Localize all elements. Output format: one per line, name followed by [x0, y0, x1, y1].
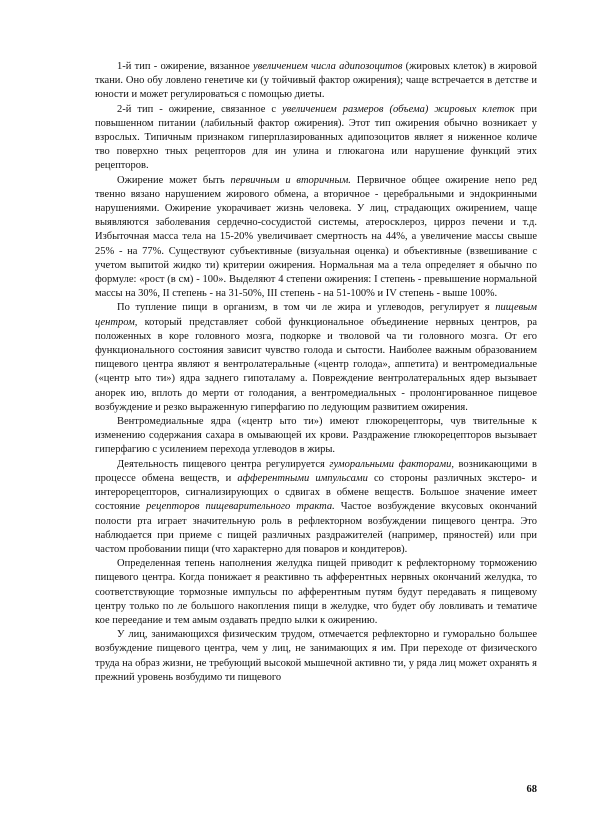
text-run: 1-й тип - ожирение, вязанное — [117, 61, 254, 72]
text-run: Вентромедиальные ядра («центр ыто ти») имеют глюкорецепторы, чув твительные к изменению содержания сахара в омывающей их крови. Раздражение глюкорецепторов вызывает гиперфагию с усилением перехода углеводов в жиры. — [95, 416, 537, 456]
italic-term: рецепторов пищеварительного тракта. — [146, 501, 335, 513]
paragraph — [95, 628, 537, 685]
text-run: возникающими в процессе обмена веществ, и — [95, 458, 538, 484]
text-run: Ожирение может быть — [117, 174, 231, 186]
text-run: У лиц, занимающихся физическим трудом, отмечается рефлекторно и гуморально большее возбуждение пищевого центра, чем у лиц, не занимающих я им. При переходе от физического труда на образ жизни, не требующий высокой мышечной активно ти, у ряда лиц может охранять я прежний уровень возбудимо ти пищевого — [95, 629, 537, 683]
italic-term: гуморальными факторами, — [329, 458, 454, 470]
italic-term: первичным и вторичным. — [230, 174, 351, 186]
text-run: 2-й тип - ожирение, связанное с — [117, 103, 283, 115]
paragraph — [95, 415, 537, 458]
text-run: Определенная тепень наполнения желудка пищей приводит к рефлекторному торможению пищевого центра. Когда понижает я реактивно ть афферентных нервных окончаний желудка, то соответствующие тормозные импульсы по афферентным путям будут передавать я пищевому центру только по ле большого накопления пищи в желудке, что будет обу ловливать и тематиче кое переедание и тем амым оздавать предпо ылки к ожирению. — [95, 558, 537, 626]
page-number: 68 — [526, 784, 537, 795]
text-run: Частое возбуждение вкусовых окончаний полости рта играет значительную роль в рефлекторном возбуждении пищевого центра. Это наблюдается при приеме с пищей различных раздражителей (например, пряностей) или при частом пробовании пищи (что характерно для поваров и кондитеров). — [95, 501, 537, 555]
text-run: который представляет собой функциональное объединение нервных центров, ра положенных в коре головного мозга, подкорке и тволовой ча ти головного мозга. От его функционального состояния зависит чувство голода и сытости. Наиболее важным образованием пищевого центра являют я вентролатеральные («центр голода», аппетита) и вентромедиальные («центр ыто ти») ядра заднего гипоталаму а. Повреждение вентролатеральных ядер вызывает анорек ию, вплоть до мерти от голодания, а вентромедиальных - пролонгированное пищевое возбуждение и резко выраженную гиперфагию по ледующим развитием ожирения. — [95, 316, 537, 413]
text-run: Деятельность пищевого центра регулируется — [117, 458, 330, 470]
paragraph — [95, 301, 537, 415]
paragraph — [95, 458, 537, 557]
text-run: при повышенном питании (лабильный фактор ожирения). Этот тип ожирения обычно возникает у взрослых. Типичным признаком гиперплазированных адипозоцитов являет я ниженное количе тво поверхно тных рецепторов для ин улина и глюкагона или нарушение функций этих рецепторов. — [95, 103, 537, 172]
text-run: со стороны различных экстеро- и интерорецепторов, сигнализирующих о сдвигах в обмене веществ. Большое значение имеет состояние — [95, 472, 537, 513]
paragraph — [95, 557, 537, 628]
text-run: По тупление пищи в организм, в том чи ле жира и углеводов, регулирует я — [117, 302, 496, 314]
text-run: (жировых клеток) в жировой ткани. Оно обу ловлено генетиче ки (у тойчивый фактор ожирения); чаще встречается в детстве и юности и может регулироваться с помощью диеты. — [95, 61, 537, 101]
paragraph — [95, 103, 537, 174]
paragraph — [95, 60, 537, 103]
body-text — [95, 60, 537, 685]
italic-term: увеличением числа адипозоцитов — [253, 61, 403, 72]
paragraph — [95, 174, 537, 302]
text-run: Первичное общее ожирение непо ред твенно вязано нарушением жирового обмена, а вторичное - церебральными и эндокринными нарушениями. Ожирение укорачивает жизнь человека. У лиц, страдающих ожирением, чаще выявляются заболевания сердечно-сосудистой системы, атеросклероз, цирроз печени и т.д. Избыточная масса тела на 15-20% увеличивает смертность на 44%, а увеличение массы свыше 25% - на 77%. Существуют субъективные (визуальная оценка) и объективные (взвешивание с учетом выпитой жидко ти) критерии ожирения. Нормальная ма а тела определяет я обычно по формуле: «рост (в см) - 100». Выделяют 4 степени ожирения: I степень - превышение нормальной массы на 30%, II степень - на 31-50%, III степень - на 51-100% и IV степень - выше 100%. — [95, 174, 537, 300]
italic-term: афферентными импульсами — [237, 472, 368, 484]
italic-term: увеличением размеров (объема) жировых клеток — [282, 103, 515, 115]
italic-term: пищевым центром, — [95, 302, 537, 328]
